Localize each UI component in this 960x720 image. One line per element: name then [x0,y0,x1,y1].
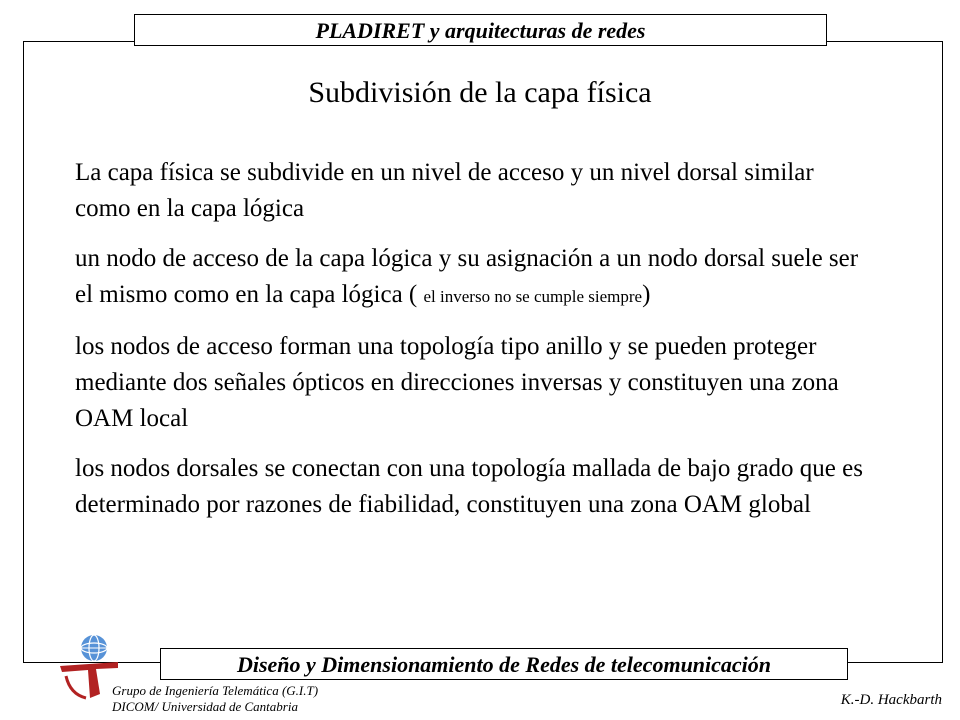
footer-author: K.-D. Hackbarth [840,692,942,708]
footer-affiliation [112,683,318,715]
header-title: PLADIRET y arquitecturas de redes [134,14,827,46]
footer-dept: DICOM/ Universidad de Cantabria [112,699,298,714]
slide-body [75,155,875,537]
paragraph-4: los nodos dorsales se conectan con una topología mallada de bajo grado que es determinado por razones de fiabilidad, constituyen una zona OAM global [75,455,863,518]
paragraph-3: los nodos de acceso forman una topología tipo anillo y se pueden proteger mediante dos señales ópticos en direcciones inversas y constituyen una zona OAM local [75,333,839,432]
paragraph-1: La capa física se subdivide en un nivel de acceso y un nivel dorsal similar como en la capa lógica [75,159,814,222]
paragraph-2 [75,241,875,315]
footer-group: Grupo de Ingeniería Telemática (G.I.T) [112,683,319,698]
paragraph-2-main: un nodo de acceso de la capa lógica y su asignación a un nodo dorsal suele ser el mismo como en la capa lógica ( [75,245,859,308]
paragraph-2-note: el inverso no se cumple siempre [423,287,643,306]
paragraph-2-close: ) [642,281,651,308]
footer-course-title: Diseño y Dimensionamiento de Redes de telecomunicación [160,648,848,680]
slide-title: Subdivisión de la capa física [308,76,652,109]
